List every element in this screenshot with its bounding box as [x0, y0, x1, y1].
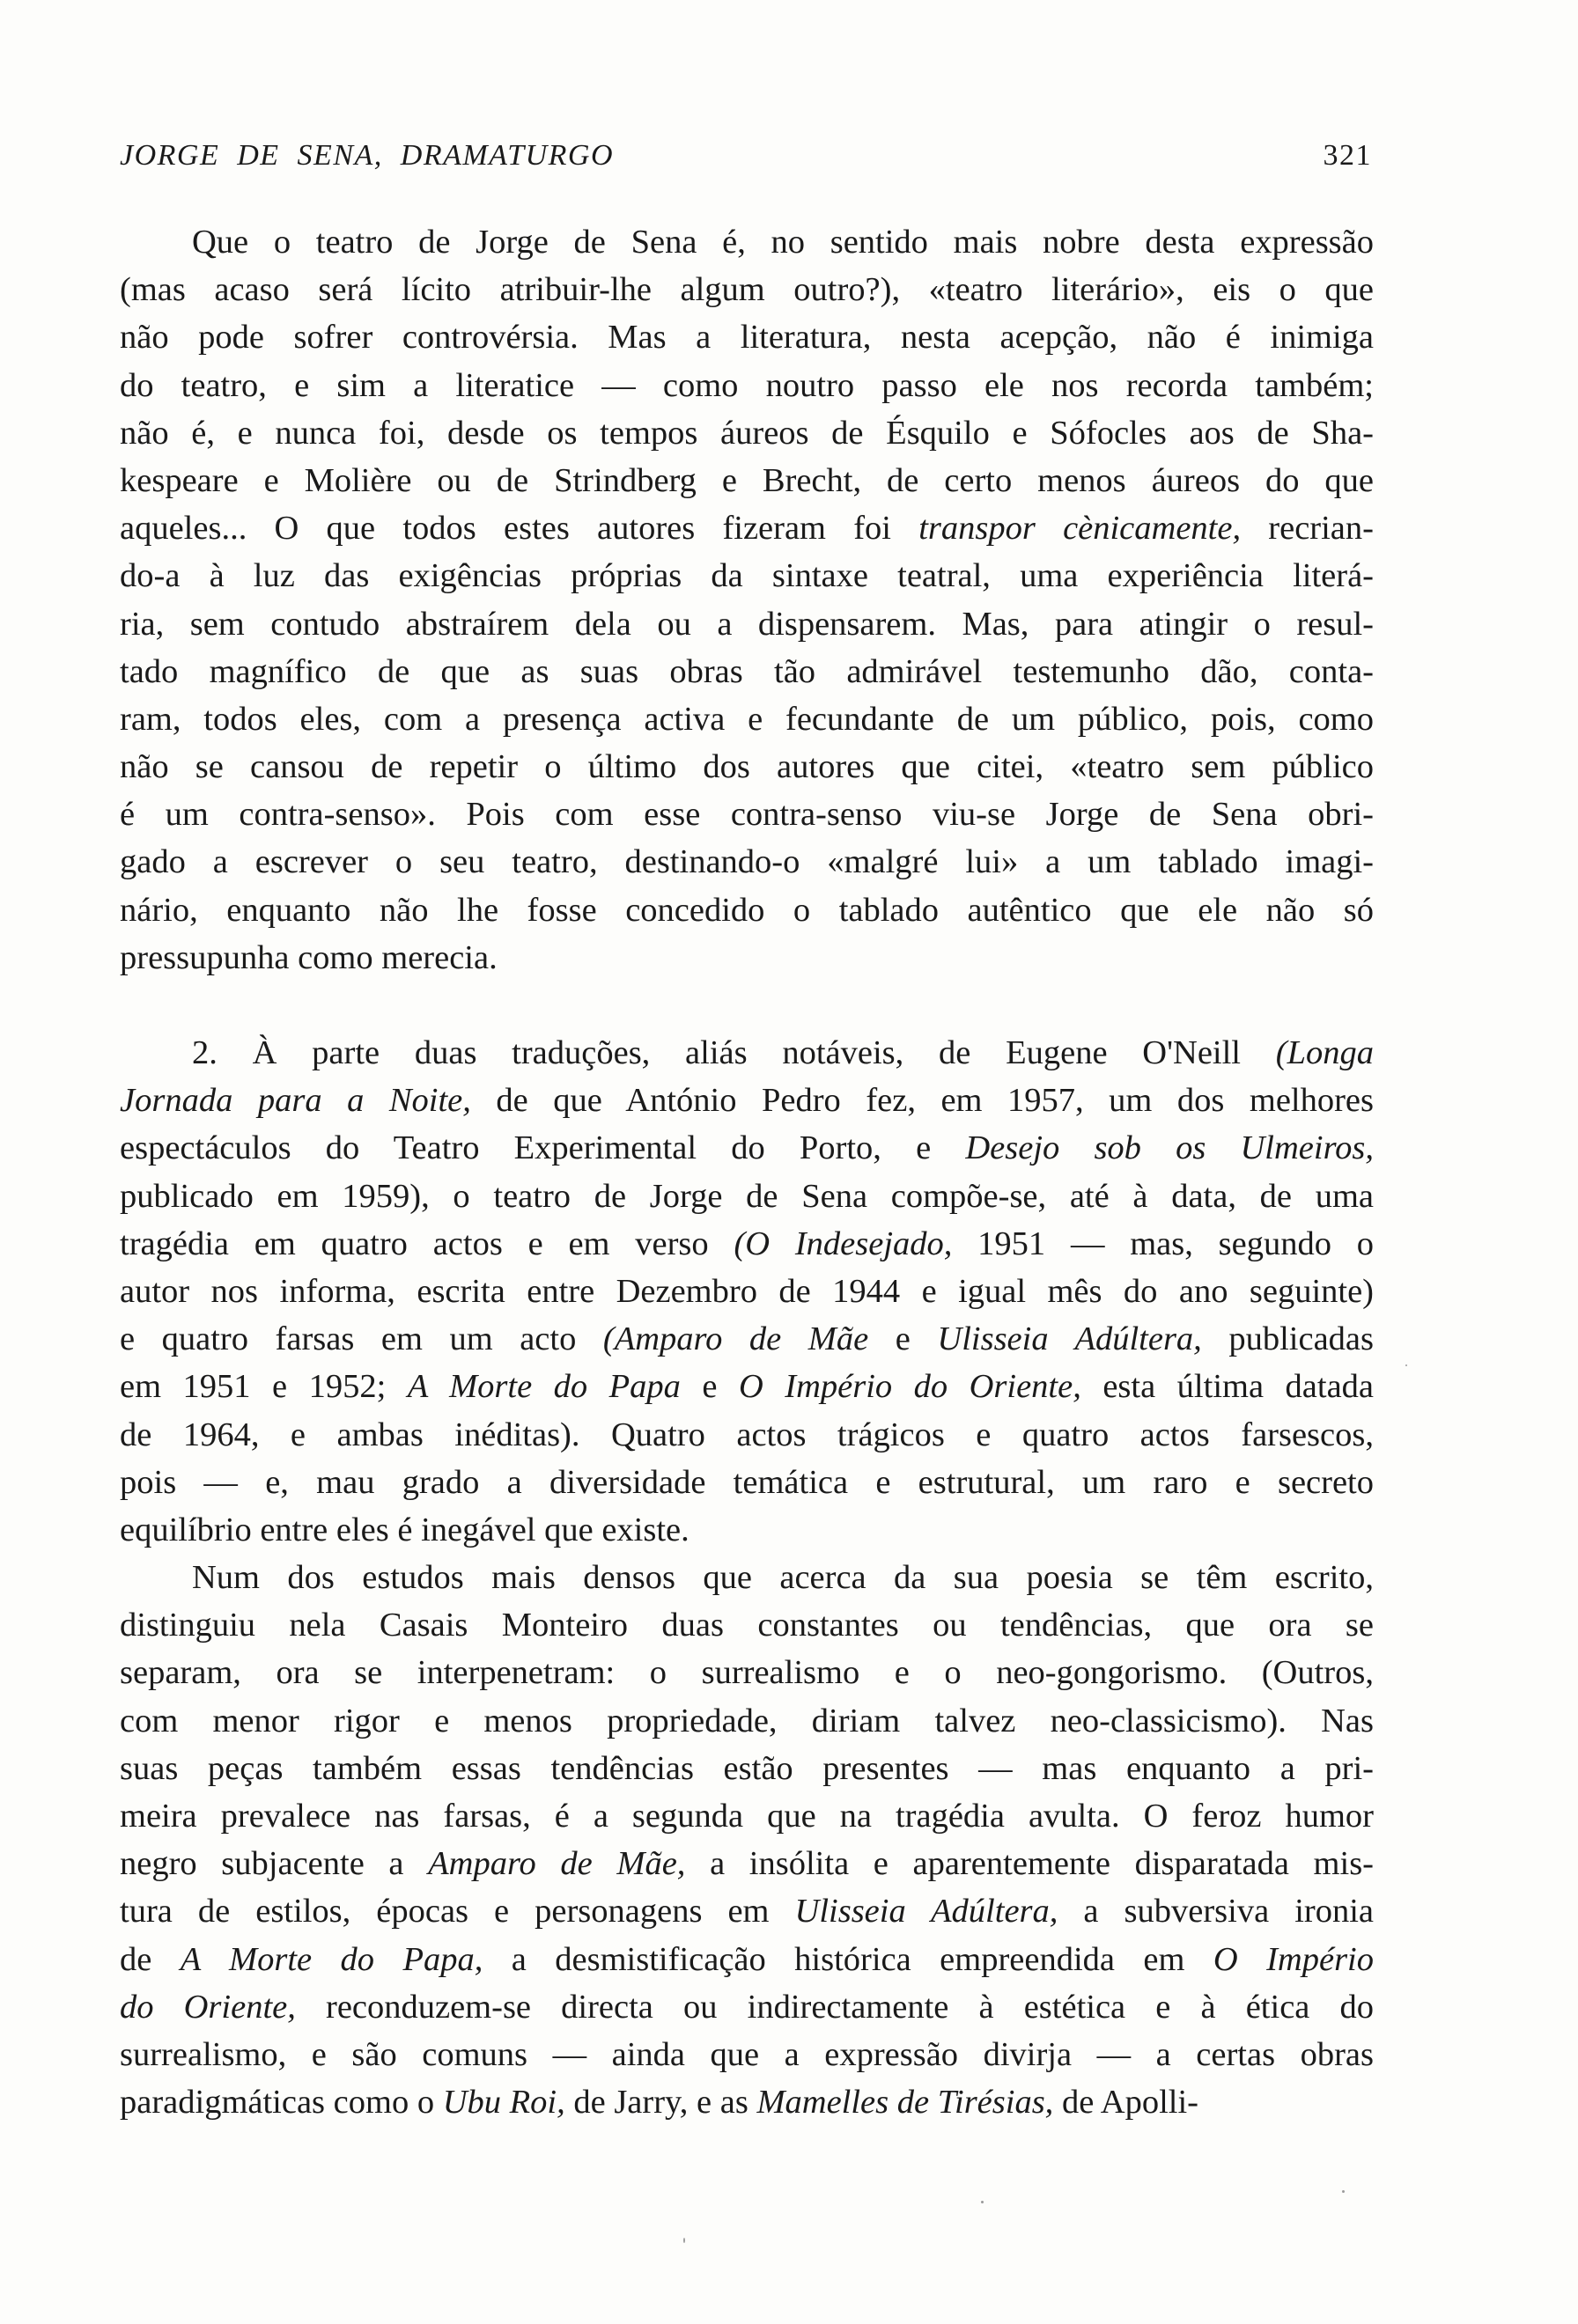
- text-line: autor nos informa, escrita entre Dezembro de 1944 e igual mês do ano seguinte): [120, 1272, 1374, 1310]
- italic-title: Ubu Roi,: [442, 2084, 565, 2122]
- text-line: em 1951 e 1952; A Morte do Papa e O Império do Oriente, esta última datada: [120, 1368, 1375, 1406]
- text-line: de A Morte do Papa, a desmistificação histórica empreendida em O Império: [120, 1940, 1374, 1978]
- text-line: surrealismo, e são comuns — ainda que a expressão divirja — a certas obras: [120, 2035, 1374, 2073]
- text-line: tado magnífico de que as suas obras tão admirável testemunho dão, conta-: [120, 652, 1374, 690]
- text-line: com menor rigor e menos propriedade, diriam talvez neo-classicismo). Nas: [120, 1702, 1374, 1739]
- italic-title: A Morte do Papa,: [180, 1940, 483, 1978]
- text-line: ram, todos eles, com a presença activa e fecundante de um público, pois, como: [120, 700, 1374, 738]
- italic-title: Mamelles de Tirésias,: [756, 2084, 1054, 2122]
- text-line: (mas acaso será lícito atribuir-lhe algum outro?), «teatro literário», eis o que: [120, 271, 1374, 309]
- italic-title: Ulisseia Adúltera,: [794, 1893, 1058, 1931]
- italic-title: O Império: [1213, 1940, 1374, 1978]
- text-line: distinguiu nela Casais Monteiro duas constantes ou tendências, que ora se: [120, 1607, 1374, 1644]
- italic-title: transpor cènicamente,: [918, 510, 1242, 548]
- italic-title: O Império do Oriente,: [738, 1368, 1081, 1406]
- text-line: Que o teatro de Jorge de Sena é, no sentido mais nobre desta expressão: [192, 224, 1374, 261]
- text-line: equilíbrio entre eles é inegável que existe.: [120, 1511, 689, 1548]
- text-line: kespeare e Molière ou de Strindberg e Brecht, de certo menos áureos do que: [120, 461, 1374, 499]
- running-title: JORGE DE SENA, DRAMATURGO: [120, 139, 615, 172]
- text-line: aqueles... O que todos estes autores fizeram foi transpor cènicamente, recrian-: [120, 510, 1374, 548]
- text-line: do teatro, e sim a literatice — como noutro passo ele nos recorda também;: [120, 366, 1374, 404]
- text-line: meira prevalece nas farsas, é a segunda que na tragédia avulta. O feroz humor: [120, 1798, 1374, 1835]
- text-line: tura de estilos, épocas e personagens em Ulisseia Adúltera, a subversiva ironia: [120, 1893, 1374, 1931]
- text-line: espectáculos do Teatro Experimental do Porto, e Desejo sob os Ulmeiros,: [120, 1129, 1374, 1167]
- italic-title: Ulisseia Adúltera,: [937, 1320, 1202, 1358]
- text-line: pois — e, mau grado a diversidade temática e estrutural, um raro e secreto: [120, 1463, 1374, 1501]
- paragraph-2: [120, 1029, 1374, 1554]
- paper-speck: [981, 2201, 984, 2203]
- italic-title: (Amparo de Mãe: [602, 1320, 869, 1358]
- text-line: de 1964, e ambas inéditas). Quatro actos trágicos e quatro actos farsescos,: [120, 1416, 1374, 1453]
- body-text: [120, 218, 1374, 2126]
- running-head: [120, 139, 1372, 188]
- text-line: Jornada para a Noite, de que António Pedro fez, em 1957, um dos melhores: [120, 1082, 1375, 1120]
- text-line: e quatro farsas em um acto (Amparo de Mãe e Ulisseia Adúltera, publicadas: [120, 1320, 1375, 1358]
- text-line: paradigmáticas como o Ubu Roi, de Jarry, e as Mamelles de Tirésias, de Apolli-: [120, 2084, 1198, 2122]
- italic-title: A Morte do Papa: [407, 1368, 681, 1406]
- text-line: pressupunha como merecia.: [120, 938, 498, 976]
- text-line: nário, enquanto não lhe fosse concedido o tablado autêntico que ele não só: [120, 891, 1374, 929]
- italic-title: do Oriente,: [120, 1988, 296, 2026]
- paper-speck: [683, 2238, 685, 2243]
- paper-speck: [1405, 1364, 1407, 1366]
- paragraph-3: [120, 1554, 1374, 2126]
- text-line: ria, sem contudo abstraírem dela ou a dispensarem. Mas, para atingir o resul-: [120, 605, 1374, 643]
- italic-title: Jornada para a Noite,: [120, 1082, 471, 1120]
- italic-title: Desejo sob os Ulmeiros,: [965, 1129, 1374, 1167]
- text-line: negro subjacente a Amparo de Mãe, a insólita e aparentemente disparatada mis-: [120, 1845, 1374, 1883]
- paragraph-1: [120, 218, 1374, 982]
- text-line: Num dos estudos mais densos que acerca da sua poesia se têm escrito,: [192, 1559, 1374, 1597]
- page-number: 321: [1323, 139, 1372, 172]
- text-line: não é, e nunca foi, desde os tempos áureos de Ésquilo e Sófocles aos de Sha-: [120, 414, 1374, 452]
- italic-title: Amparo de Mãe,: [428, 1845, 686, 1883]
- text-line: do-a à luz das exigências próprias da sintaxe teatral, uma experiência literá-: [120, 557, 1374, 595]
- text-line: não se cansou de repetir o último dos autores que citei, «teatro sem público: [120, 748, 1374, 786]
- text-line: tragédia em quatro actos e em verso (O Indesejado, 1951 — mas, segundo o: [120, 1225, 1374, 1262]
- italic-title: (Longa: [1275, 1034, 1374, 1071]
- section-gap: [120, 982, 1374, 1029]
- italic-title: (O Indesejado,: [734, 1225, 953, 1262]
- text-line: é um contra-senso». Pois com esse contra-senso viu-se Jorge de Sena obri-: [120, 796, 1374, 834]
- text-line: suas peças também essas tendências estão presentes — mas enquanto a pri-: [120, 1749, 1374, 1787]
- text-line: gado a escrever o seu teatro, destinando-o «malgré lui» a um tablado imagi-: [120, 843, 1374, 881]
- text-line: do Oriente, reconduzem-se directa ou indirectamente à estética e à ética do: [120, 1988, 1374, 2026]
- text-line: 2. À parte duas traduções, aliás notáveis, de Eugene O'Neill (Longa: [192, 1034, 1374, 1071]
- text-line: separam, ora se interpenetram: o surrealismo e o neo-gongorismo. (Outros,: [120, 1654, 1374, 1692]
- paper-speck: [1342, 2190, 1345, 2193]
- text-line: publicado em 1959), o teatro de Jorge de Sena compõe-se, até à data, de uma: [120, 1177, 1374, 1215]
- text-line: não pode sofrer controvérsia. Mas a literatura, nesta acepção, não é inimiga: [120, 319, 1374, 357]
